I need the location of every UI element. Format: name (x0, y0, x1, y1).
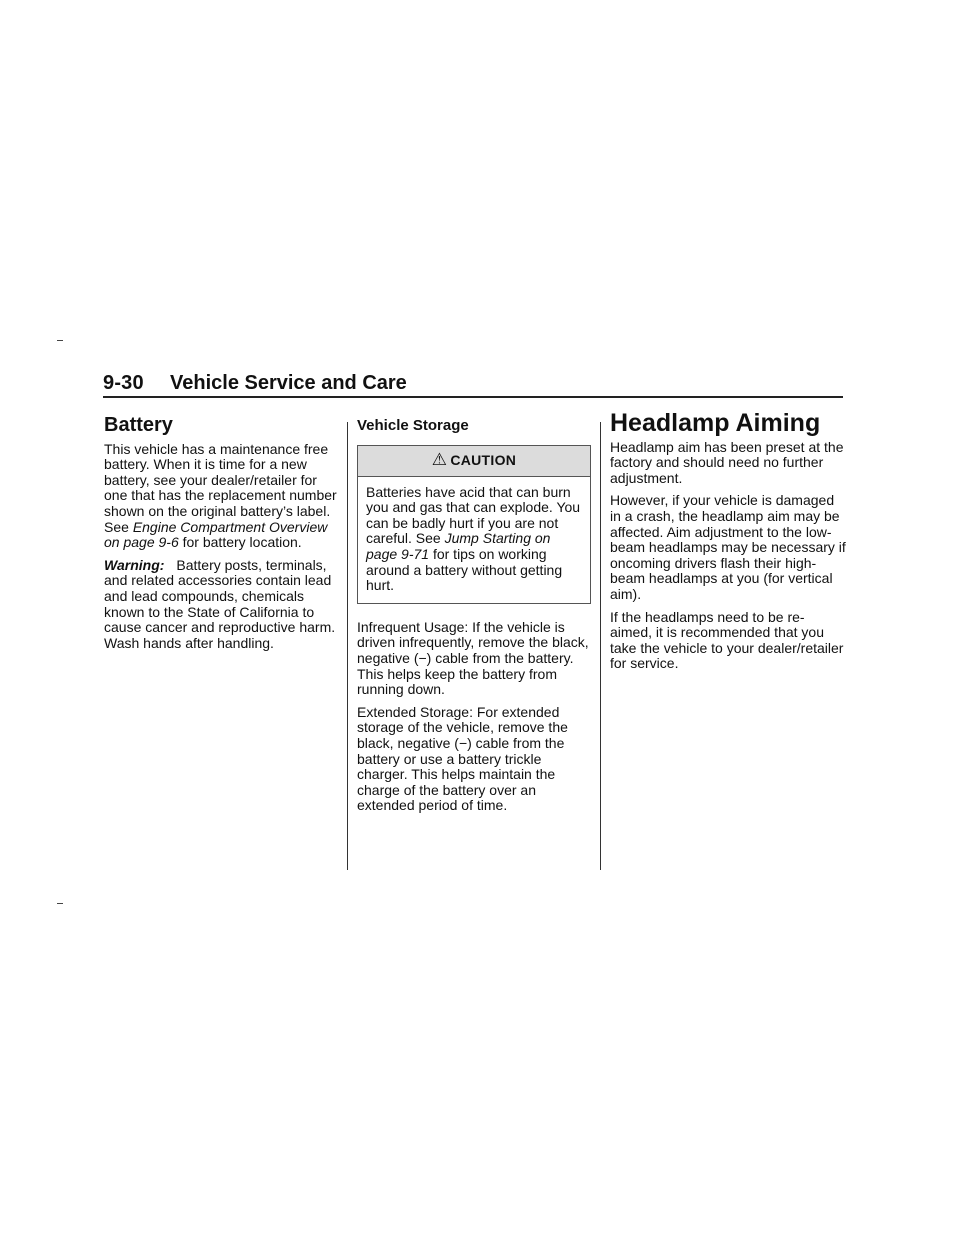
column-divider-1 (347, 422, 348, 870)
warning-triangle-icon: ⚠ (431, 449, 448, 469)
section-title: Vehicle Service and Care (170, 372, 407, 394)
warning-text: Battery posts, terminals, and related accessories contain lead and lead compounds, chemicals known to the State of California to cause cancer and reproductive harm. Wash hands after handling. (104, 556, 336, 651)
page-header (103, 372, 843, 396)
header-rule (103, 396, 843, 398)
column-headlamp-aiming (610, 409, 846, 679)
headlamp-paragraph-2: However, if your vehicle is damaged in a crash, the headlamp aim may be affected. Aim adjustment to the low-beam headlamps may be necessary if oncoming drivers flash their high-beam headlamps at you (for vertical aim). (610, 492, 846, 602)
column-battery (104, 414, 338, 658)
warning-paragraph (104, 558, 338, 652)
warning-label: Warning: (104, 556, 165, 573)
battery-paragraph (104, 442, 338, 551)
headlamp-paragraph-1: Headlamp aim has been preset at the factory and should need no further adjustment. (610, 438, 844, 486)
vehicle-storage-heading: Vehicle Storage (357, 417, 469, 434)
column-divider-2 (600, 422, 601, 870)
caution-text-after: for tips on working around a battery without getting hurt. (366, 545, 563, 594)
caution-header (358, 446, 590, 477)
page-number: 9-30 (103, 372, 144, 394)
caution-label: CAUTION (450, 451, 517, 468)
jump-starting-link[interactable]: Jump Starting on page 9‑71 (366, 530, 551, 562)
crop-mark-bottom (57, 903, 63, 904)
infrequent-usage-paragraph: Infrequent Usage: If the vehicle is driven infrequently, remove the black, negative (−) cable from the battery. This helps keep the battery from running down. (357, 618, 589, 698)
crop-mark-top (57, 340, 63, 341)
caution-body (358, 477, 590, 603)
engine-compartment-link[interactable]: Engine Compartment Overview on page 9‑6 (104, 518, 328, 551)
caution-box (357, 445, 591, 604)
extended-storage-paragraph: Extended Storage: For extended storage of the vehicle, remove the black, negative (−) cable from the battery or use a battery trickle charger. This helps maintain the charge of the battery over an extended period of time. (357, 703, 568, 814)
caution-text: Batteries have acid that can burn you and gas that can explode. You can be badly hurt if you are not careful. See (366, 483, 581, 547)
battery-text: This vehicle has a maintenance free battery. When it is time for a new battery, see your dealer/retailer for one that has the replacement number shown on the original battery’s label. See (104, 440, 337, 535)
battery-text-after: for battery location. (178, 534, 302, 551)
column-vehicle-storage (357, 414, 591, 821)
battery-heading: Battery (104, 414, 173, 436)
headlamp-paragraph-3: If the headlamps need to be re-aimed, it is recommended that you take the vehicle to your dealer/retailer for service. (610, 608, 844, 672)
headlamp-aiming-heading: Headlamp Aiming (610, 409, 821, 437)
